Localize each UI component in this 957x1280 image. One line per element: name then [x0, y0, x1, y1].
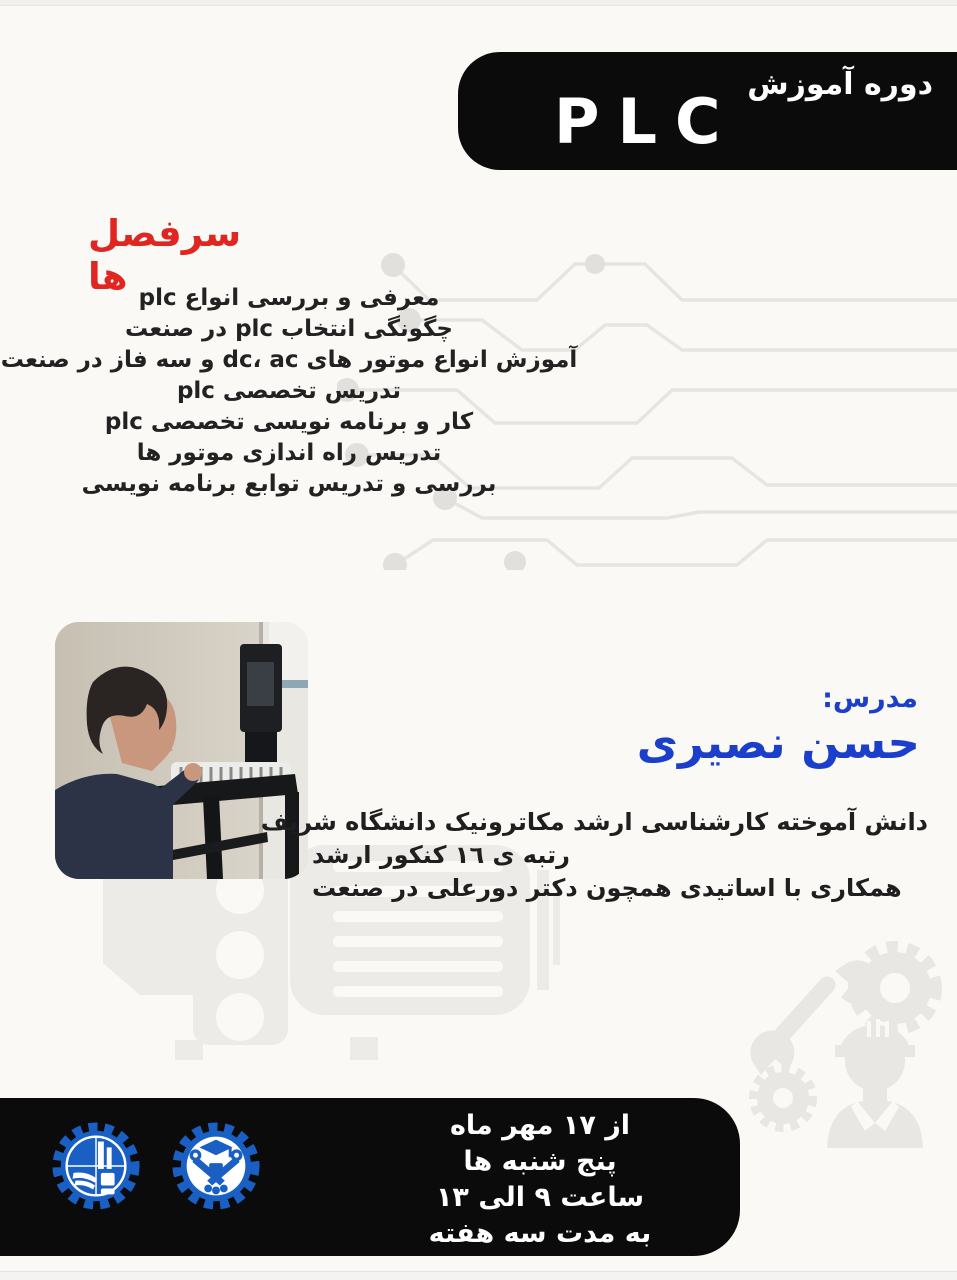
engineer-and-tools-watermark	[735, 933, 957, 1148]
bio-line: رتبه ی ١٦ کنکور ارشد	[312, 841, 570, 869]
top-hairline	[0, 0, 957, 6]
schedule-text	[370, 1108, 710, 1252]
topics-list	[0, 283, 578, 500]
topic-item: معرفی و بررسی انواع plc	[138, 285, 440, 311]
bio-line: همکاری با اساتیدی همچون دکتر دورعلی در صنعت	[312, 874, 902, 902]
instructor-name: حسن نصیری	[636, 716, 920, 769]
course-title: PLC	[554, 85, 739, 158]
topic-item: تدریس تخصصی plc	[176, 378, 402, 404]
topic-item: بررسی و تدریس توابع برنامه نویسی	[81, 471, 497, 497]
schedule-footer	[0, 1098, 740, 1256]
course-type-label: دوره آموزش	[747, 67, 933, 102]
university-gear-emblem	[52, 1122, 140, 1210]
schedule-start-date: از ١٧ مهر ماه	[449, 1110, 631, 1141]
bottom-hairline	[0, 1271, 957, 1280]
engineering-association-emblem	[172, 1122, 260, 1210]
topics-heading: سرفصل ها	[88, 212, 242, 298]
instructor-photo	[55, 622, 308, 879]
bio-line: دانش آموخته کارشناسی ارشد مکاترونیک دانشگاه شریف	[260, 808, 928, 836]
schedule-hours: ساعت ٩ الی ١٣	[435, 1182, 645, 1213]
schedule-duration: به مدت سه هفته	[428, 1218, 652, 1249]
schedule-days: پنج شنبه ها	[463, 1146, 617, 1177]
instructor-label: مدرس:	[822, 683, 918, 714]
topic-item: تدریس راه اندازی موتور ها	[136, 440, 442, 466]
instructor-bio	[260, 806, 928, 905]
topic-item: چگونگی انتخاب plc در صنعت	[125, 316, 453, 342]
course-title-ribbon	[458, 52, 957, 170]
topic-item: آموزش انواع موتور های dc، ac و سه فاز در صنعت	[0, 347, 578, 373]
topic-item: کار و برنامه نویسی تخصصی plc	[104, 409, 474, 435]
